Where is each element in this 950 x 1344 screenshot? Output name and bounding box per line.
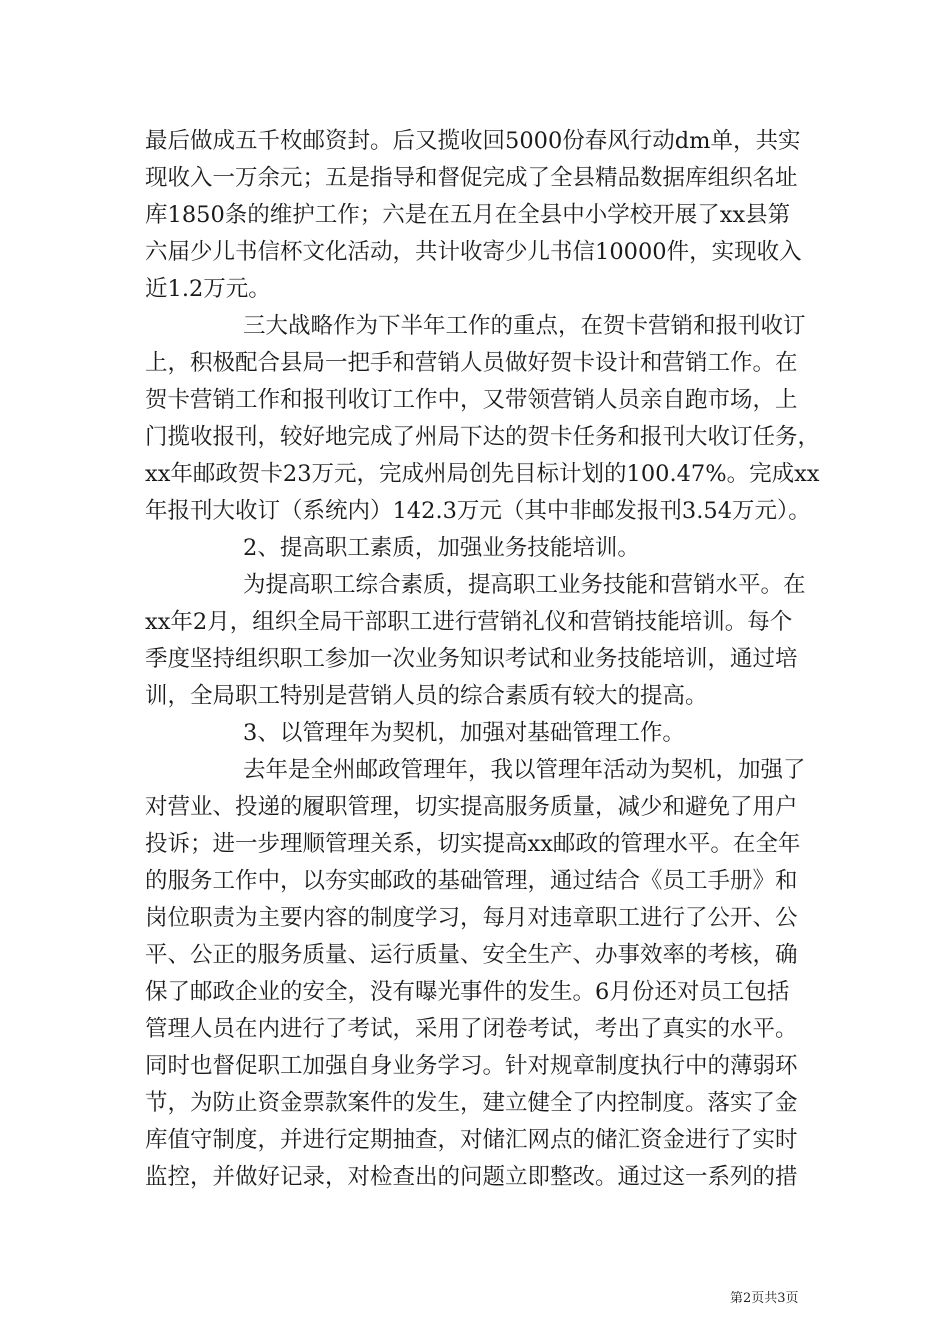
- text-line: 的服务工作中，以夯实邮政的基础管理，通过结合《员工手册》和: [145, 868, 798, 894]
- section-heading: 2、提高职工素质，加强业务技能培训。: [243, 535, 640, 561]
- text-line: 贺卡营销工作和报刊收订工作中，又带领营销人员亲自跑市场，上: [145, 387, 798, 413]
- text-line: xx年邮政贺卡23万元，完成州局创先目标计划的100.47%。完成xx: [145, 461, 820, 487]
- section-heading: 3、以管理年为契机，加强对基础管理工作。: [243, 720, 685, 746]
- text-line: 管理人员在内进行了考试，采用了闭卷考试，考出了真实的水平。: [145, 1016, 798, 1042]
- text-line: 平、公正的服务质量、运行质量、安全生产、办事效率的考核，确: [145, 942, 798, 968]
- text-line: 投诉；进一步理顺管理关系，切实提高xx邮政的管理水平。在全年: [145, 831, 801, 857]
- text-line: 保了邮政企业的安全，没有曝光事件的发生。6月份还对员工包括: [145, 979, 790, 1005]
- text-line: 岗位职责为主要内容的制度学习，每月对违章职工进行了公开、公: [145, 905, 798, 931]
- text-line: 六届少儿书信杯文化活动，共计收寄少儿书信10000件，实现收入: [145, 239, 802, 265]
- paragraph-start: 为提高职工综合素质，提高职工业务技能和营销水平。在: [243, 572, 806, 598]
- text-line: 门揽收报刊，较好地完成了州局下达的贺卡任务和报刊大收订任务，: [145, 424, 821, 450]
- text-line: 库值守制度，并进行定期抽查，对储汇网点的储汇资金进行了实时: [145, 1127, 798, 1153]
- text-line: 库1850条的维护工作；六是在五月在全县中小学校开展了xx县第: [145, 202, 791, 228]
- paragraph-start: 去年是全州邮政管理年，我以管理年活动为契机，加强了: [243, 757, 806, 783]
- text-line: xx年2月，组织全局干部职工进行营销礼仪和营销技能培训。每个: [145, 609, 793, 635]
- text-line: 训，全局职工特别是营销人员的综合素质有较大的提高。: [145, 683, 708, 709]
- text-line: 年报刊大收订（系统内）142.3万元（其中非邮发报刊3.54万元）。: [145, 498, 811, 524]
- text-line: 节，为防止资金票款案件的发生，建立健全了内控制度。落实了金: [145, 1090, 798, 1116]
- page-footer: 第2页共3页: [730, 1291, 799, 1306]
- text-line: 近1.2万元。: [145, 276, 271, 302]
- text-line: 季度坚持组织职工参加一次业务知识考试和业务技能培训，通过培: [145, 646, 798, 672]
- text-line: 上，积极配合县局一把手和营销人员做好贺卡设计和营销工作。在: [145, 350, 798, 376]
- text-line: 对营业、投递的履职管理，切实提高服务质量，减少和避免了用户: [145, 794, 798, 820]
- text-line: 监控，并做好记录，对检查出的问题立即整改。通过这一系列的措: [145, 1164, 798, 1190]
- text-line: 同时也督促职工加强自身业务学习。针对规章制度执行中的薄弱环: [145, 1053, 798, 1079]
- text-line: 最后做成五千枚邮资封。后又揽收回5000份春风行动dm单，共实: [145, 128, 801, 154]
- paragraph-start: 三大战略作为下半年工作的重点，在贺卡营销和报刊收订: [243, 313, 806, 339]
- text-line: 现收入一万余元；五是指导和督促完成了全县精品数据库组织名址: [145, 165, 798, 191]
